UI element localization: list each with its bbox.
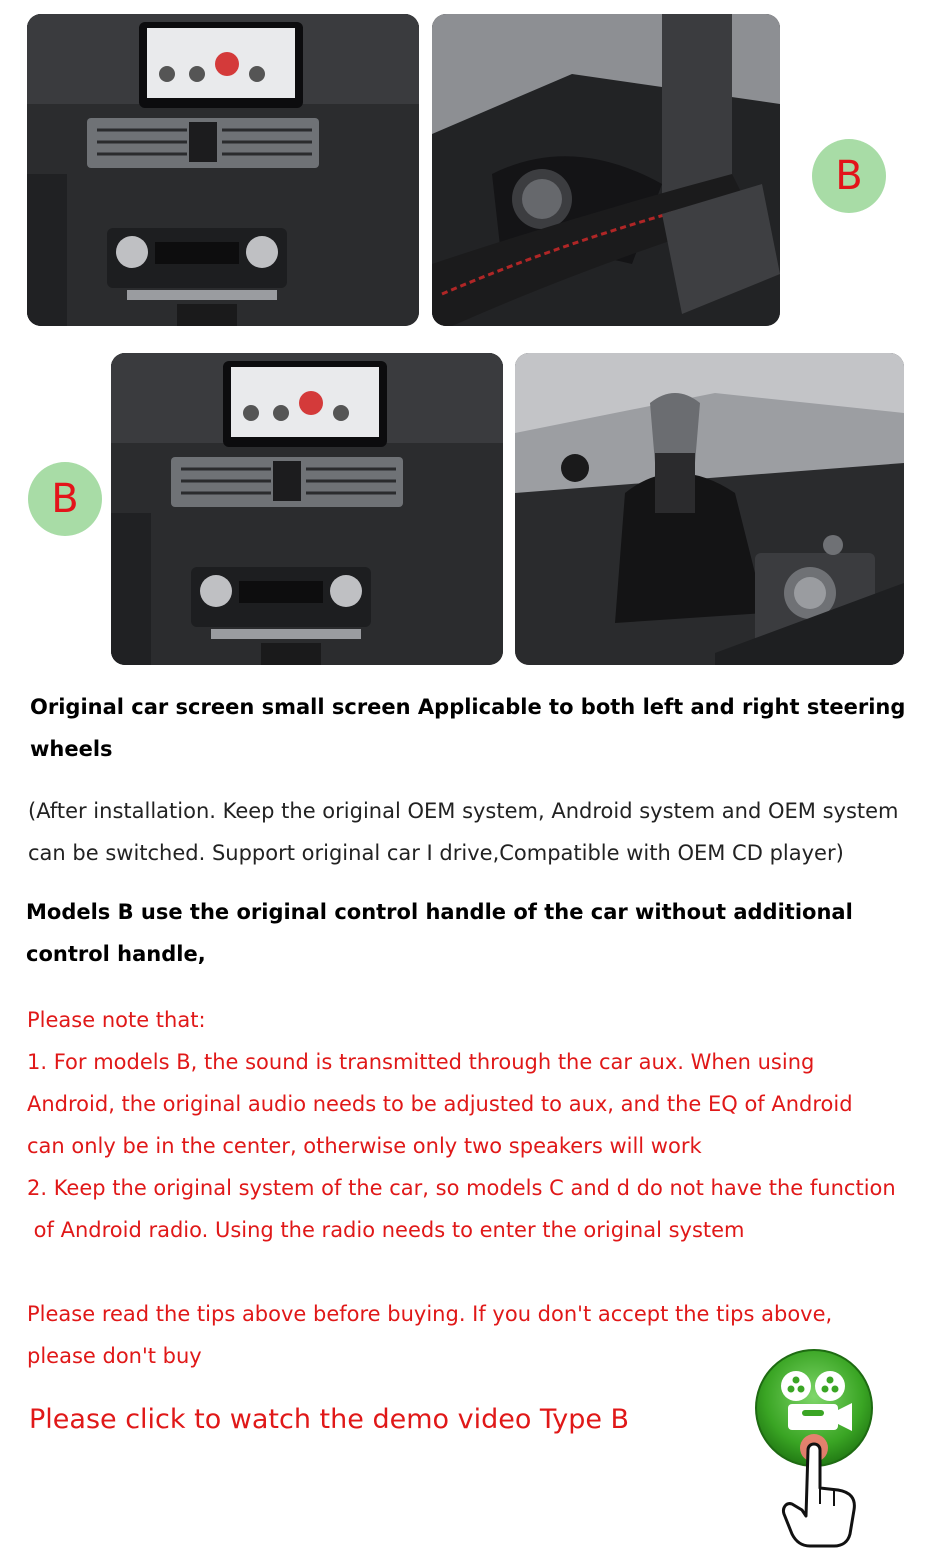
notice-item-1-line-3: can only be in the center, otherwise only two speakers will work (27, 1134, 702, 1158)
console-photo-middle (515, 353, 904, 665)
tips-line-2: please don't buy (27, 1344, 202, 1368)
notice-item-2-line-1: 2. Keep the original system of the car, so models C and d do not have the function (27, 1176, 896, 1200)
install-note-line-1: (After installation. Keep the original OEM system, Android system and OEM system (28, 799, 899, 823)
models-note-line-1: Models B use the original control handle of the car without additional (26, 900, 853, 924)
dashboard-photo-middle (111, 353, 503, 665)
dashboard-photo-top (27, 14, 419, 326)
demo-video-link[interactable]: Please click to watch the demo video Type B (29, 1404, 630, 1435)
notice-title: Please note that: (27, 1008, 206, 1032)
model-b-badge-middle: B (28, 462, 102, 536)
compatibility-heading-line-1: Original car screen small screen Applicable to both left and right steering (30, 695, 906, 719)
install-note-line-2: can be switched. Support original car I drive,Compatible with OEM CD player) (28, 841, 844, 865)
models-note-line-2: control handle, (26, 942, 206, 966)
compatibility-heading-line-2: wheels (30, 737, 113, 761)
control-knob-photo-top (432, 14, 780, 326)
model-b-badge-top: B (812, 139, 886, 213)
demo-video-button[interactable] (750, 1348, 880, 1548)
notice-item-2-line-2: of Android radio. Using the radio needs to enter the original system (27, 1218, 745, 1242)
notice-item-1-line-1: 1. For models B, the sound is transmitted through the car aux. When using (27, 1050, 815, 1074)
notice-item-1-line-2: Android, the original audio needs to be adjusted to aux, and the EQ of Android (27, 1092, 853, 1116)
tips-line-1: Please read the tips above before buying. If you don't accept the tips above, (27, 1302, 833, 1326)
